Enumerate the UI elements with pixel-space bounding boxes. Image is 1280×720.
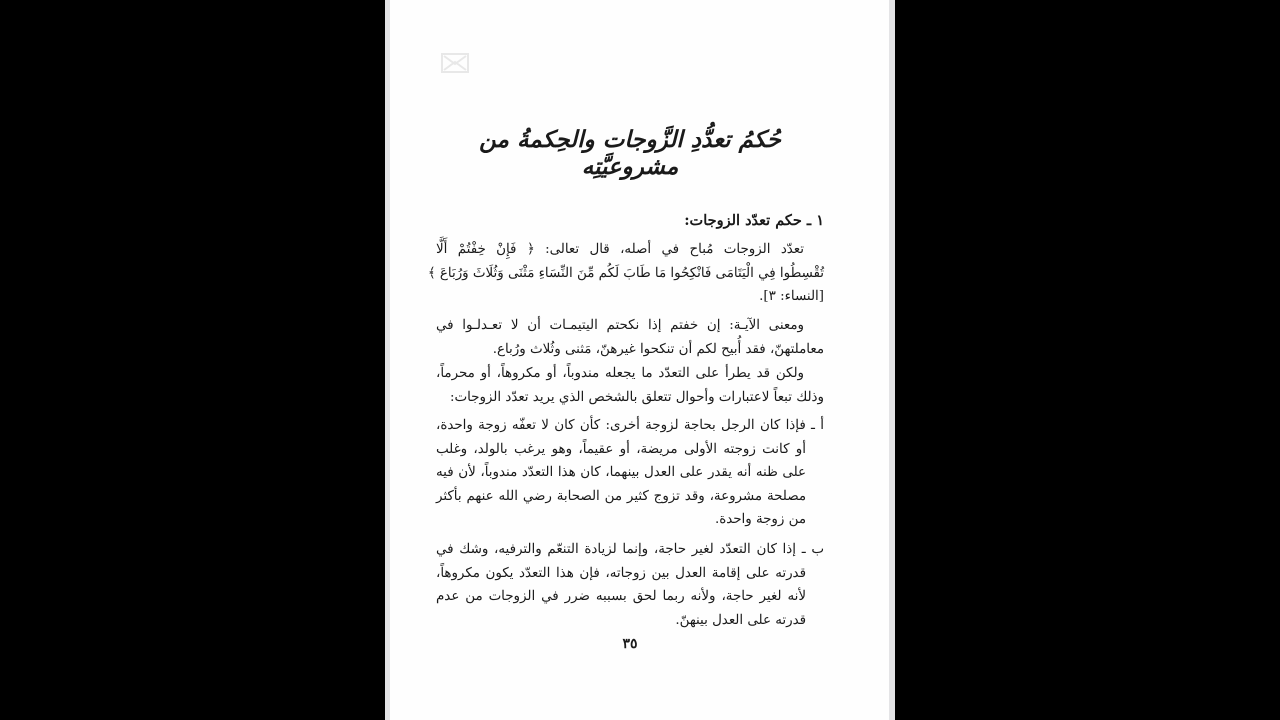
text-line: على ظنه أنه يقدر على العدل بينهما، كان هذا التعدّد مندوباً، لأن فيه [436,465,806,480]
page-number: ٣٥ [622,636,638,652]
text-line: قدرته على العدل بينهنّ. [675,612,806,628]
text-line: مصلحة مشروعة، وقد تزوج كثير من الصحابة رضي الله عنهم بأكثر [436,488,806,504]
page-content [427,0,824,720]
text-line: من زوجة واحدة. [714,512,806,527]
text-line: معاملتهنّ، فقد أُبيح لكم أن تنكحوا غيرهنّ، مَثنى وثُلاث ورُباع. [492,341,824,357]
text-line: وذلك تبعاً لاعتبارات وأحوال تتعلق بالشخص الذي يريد تعدّد الزوجات: [449,389,824,405]
list-item-b [436,538,824,632]
paragraph-1 [427,238,824,309]
text-line: أو كانت زوجته الأولى مريضة، أو عقيماً، وهو يرغب بالولد، وغلب [436,441,806,457]
text-line: ولكن قد يطرأ على التعدّد ما يجعله مندوباً، أو مكروهاً، أو محرماً، [436,366,804,381]
text-line: أ ـ فإذا كان الرجل بحاجة لزوجة أخرى: كأن كان لا تعفّه زوجة واحدة، [436,418,824,433]
text-line: [النساء: ٣]. [759,289,824,304]
paragraph-3 [436,362,824,409]
list-item-a [436,414,824,532]
section-heading: ١ ـ حكم تعدّد الزوجات: [684,212,824,229]
text-line: ب ـ إذا كان التعدّد لغير حاجة، وإنما لزيادة التنعّم والترفيه، وشك في [436,542,824,557]
page-title: حُكمُ تعدُّدِ الزَّوجات والحِكمةُ من مشروعيَّتِه [479,126,781,180]
text-line: تعدّد الزوجات مُباح في أصله، قال تعالى: ﴿ فَإِنْ خِفْتُمْ أَلَّا [436,242,804,257]
document-page [385,0,895,720]
text-line: لأنه لغير حاجة، ولأنه ربما لحق بسببه ضرر في الزوجات من عدم [436,589,806,604]
paragraph-2 [436,314,824,361]
text-line: تُقْسِطُوا فِي الْيَتَامَى فَانْكِحُوا مَا طَابَ لَكُم مِّنَ النِّسَاءِ مَثْنَى وَثُلَاثَ وَرُبَاعَ ﴾ [427,265,824,281]
text-line: ومعنى الآيـة: إن خفتم إذا نكحتم اليتيمـات أن لا تعـدلـوا في [436,318,804,333]
text-line: قدرته على إقامة العدل بين زوجاته، فإن هذا التعدّد يكون مكروهاً، [436,565,806,581]
